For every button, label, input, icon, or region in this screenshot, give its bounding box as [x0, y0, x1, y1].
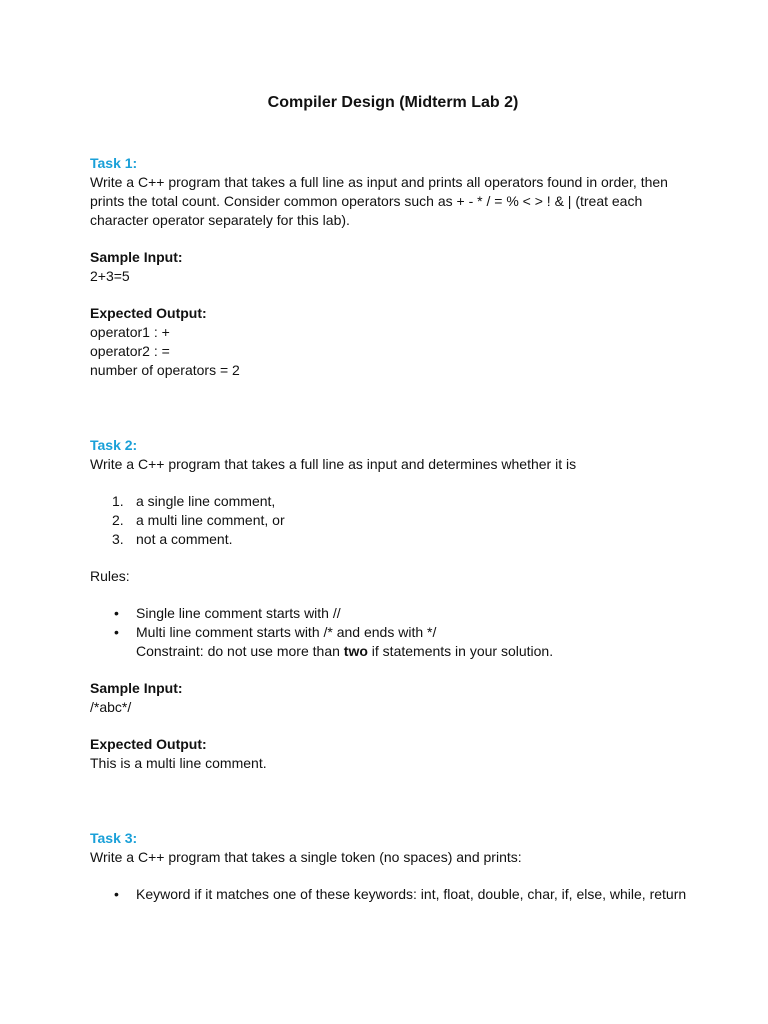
task-1-description: Write a C++ program that takes a full line as input and prints all operators found in order, then prints the total count. Consider common operators such as + - * / = % < > ! & | (treat each character operator separately for this lab).: [90, 174, 668, 228]
task-2-sample-input-label: Sample Input:: [90, 680, 183, 696]
task-1-expected-output-line: operator2 : =: [90, 343, 170, 359]
constraint-text-end: if statements in your solution.: [367, 643, 554, 659]
task-3-heading: Task 3:: [90, 830, 138, 846]
task-1-sample-input-label: Sample Input:: [90, 249, 183, 265]
rule-text: Multi line comment starts with /* and ends with */: [136, 624, 437, 640]
document-page: [90, 92, 690, 922]
task-2-section: [90, 436, 690, 773]
document-title: Compiler Design (Midterm Lab 2): [267, 94, 519, 111]
task-2-description: Write a C++ program that takes a full line as input and determines whether it is: [90, 456, 577, 472]
task-1-expected-output-line: number of operators = 2: [90, 362, 240, 378]
task-2-options-list: [90, 492, 690, 549]
bullet-icon: •: [114, 605, 119, 621]
list-item: [90, 885, 690, 904]
task-3-section: [90, 829, 690, 904]
task-1-sample-input: 2+3=5: [90, 268, 130, 284]
bullet-icon: •: [114, 624, 119, 640]
task-2-rules-list: [90, 604, 690, 661]
bullet-text: Keyword if it matches one of these keywords: int, float, double, char, if, else, while, return: [136, 886, 687, 902]
list-number: 2.: [112, 512, 124, 528]
task-1-heading: Task 1:: [90, 155, 138, 171]
list-item: [90, 623, 690, 661]
task-1-expected-output-line: operator1 : +: [90, 324, 170, 340]
list-item-text: a multi line comment, or: [136, 512, 285, 528]
constraint-emphasis: two: [343, 643, 368, 659]
section-spacer: [90, 773, 690, 829]
list-item: [90, 604, 690, 623]
list-number: 3.: [112, 531, 124, 547]
list-item: [90, 530, 690, 549]
list-item-text: not a comment.: [136, 531, 233, 547]
task-2-expected-output-label: Expected Output:: [90, 736, 207, 752]
task-2-heading: Task 2:: [90, 437, 138, 453]
bullet-icon: •: [114, 886, 119, 902]
rule-text: Single line comment starts with //: [136, 605, 341, 621]
list-number: 1.: [112, 493, 124, 509]
list-item-text: a single line comment,: [136, 493, 276, 509]
list-item: [90, 492, 690, 511]
section-spacer: [90, 380, 690, 436]
task-3-bullets-list: [90, 885, 690, 904]
constraint-text: Constraint: do not use more than: [136, 643, 344, 659]
task-1-section: [90, 154, 690, 380]
task-2-sample-input: /*abc*/: [90, 699, 132, 715]
task-3-description: Write a C++ program that takes a single token (no spaces) and prints:: [90, 849, 522, 865]
task-2-expected-output: This is a multi line comment.: [90, 755, 267, 771]
list-item: [90, 511, 690, 530]
task-1-expected-output-label: Expected Output:: [90, 305, 207, 321]
task-2-rules-label: Rules:: [90, 568, 130, 584]
